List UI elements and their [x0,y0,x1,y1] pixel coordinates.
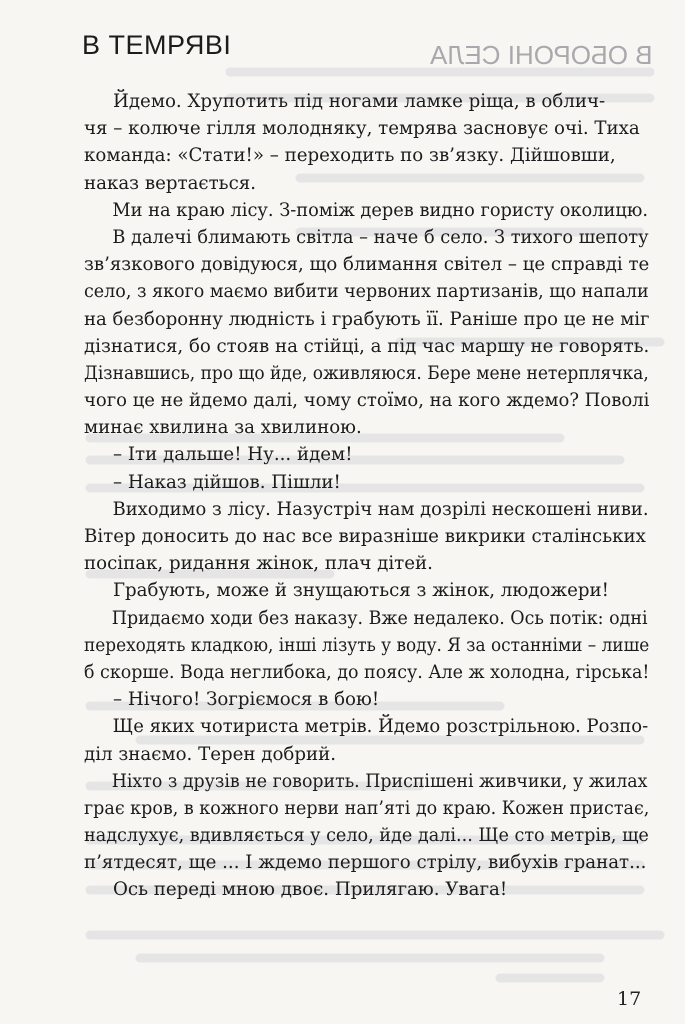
text-line: Виходимо з лісу. Назустріч нам дозрілі нескошені ниви. [112,498,649,520]
text-line: – Наказ дійшов. Пішли! [113,471,341,493]
text-line: грає кров, в кожного нерви нап’яті до краю. Кожен пристає, [84,797,650,819]
body-text [84,88,649,904]
bleed-through-title: В ОБОРОНІ СЕЛА [430,40,653,70]
text-line: команда: «Стати!» – переходить по зв’язку. Дійшовши, [84,145,616,167]
text-line: зв’язкового довідуюся, що блимання світел – це справді те [84,254,650,276]
text-line: Ми на краю лісу. З-поміж дерев видно гористу околицю. [112,199,648,221]
text-line: посіпак, ридання жінок, плач дітей. [84,553,433,575]
text-line: переходять кладкою, інші лізуть у воду. Я за останніми – лише [84,634,650,656]
text-line: Грабують, може й знущаються з жінок, людожери! [113,580,609,602]
text-line: – Нічого! Зогріємося в бою! [113,689,380,711]
text-line: Дізнавшись, про що йде, оживляюся. Бере мене нетерплячка, [84,362,649,384]
text-line: В далечі блимають світла – наче б село. З тихого шепоту [112,226,649,248]
text-line: п’ятдесят, ще ... І ждемо першого стрілу, вибухів гранат... [84,852,647,874]
text-line: чя – колюче гілля молодняку, темрява засновує очі. Тиха [84,118,640,140]
text-line: Ось переді мною двоє. Прилягаю. Увага! [113,879,508,901]
text-line: Ще яких чотириста метрів. Йдемо розстрільною. Розпо- [112,716,649,738]
text-line: діл знаємо. Терен добрий. [84,743,337,765]
text-line: село, з якого маємо вибити червоних партизанів, що напали [84,281,649,303]
text-line: Вітер доносить до нас все виразніше викрики сталінських [84,526,646,547]
text-line: Йдемо. Хрупотить під ногами ламке ріща, в облич- [113,91,606,112]
text-line: Придаємо ходи без наказу. Вже недалеко. Ось потік: одні [111,607,648,629]
text-line: б скорше. Вода неглибока, до поясу. Але ж холодна, гірська! [84,661,650,683]
text-line: минає хвилина за хвилиною. [84,417,362,439]
chapter-title: В ТЕМРЯВІ [82,30,232,60]
text-line: на безборонну людність і грабують її. Раніше про це не міг [84,308,650,330]
page-number: 17 [617,988,642,1010]
text-line: надслухує, вдивляється у село, йде далі... Ще сто метрів, ще [84,825,649,847]
text-line: дізнатися, бо стояв на стійці, а під час маршу не говорять. [84,335,650,357]
text-line: Ніхто з друзів не говорить. Приспішені живчики, у жилах [111,770,648,792]
text-line: наказ вертається. [84,172,257,194]
text-line: – Іти дальше! Ну... йдем! [113,444,353,466]
text-line: чого це не йдемо далі, чому стоїмо, на кого ждемо? Поволі [84,390,650,412]
